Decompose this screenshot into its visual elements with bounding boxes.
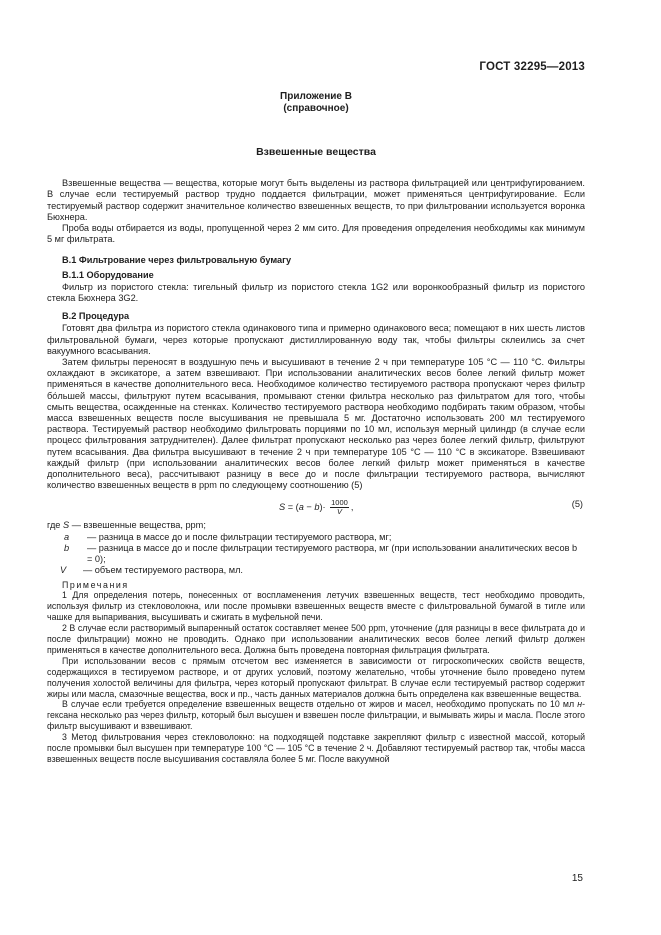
formula-a: a [298, 502, 304, 513]
formula-minus: − [306, 502, 312, 513]
variable-row-s [47, 520, 585, 531]
note-2: 2 В случае если растворимый выпаренный остаток составляет менее 500 ppm, уточнение (для разницы в весе фильтрата до и после фильтрации) можно не проводить. Однако при использовании аналитических весов более легкий фильтр должен применяться в качестве дополнительного веса. Должна быть проведена повторная фильтрация фильтрата. [47, 623, 585, 655]
page-number: 15 [571, 873, 583, 884]
section-b11-title: В.1.1 Оборудование [62, 269, 154, 280]
page-content [47, 91, 585, 765]
section-b2-paragraph-2: Затем фильтры переносят в воздушную печь и высушивают в течение 2 ч при температуре 105 °С — 110 °С. Фильтры охлаждают в эксикаторе, а затем взвешивают. При использовании аналитических весов более легкий фильтр может применяться в качестве дополнительного веса. Необходимое количество тестируемого раствора пропускают через фильтр бо́льшей массы, фильтруют путем всасывания, промывают стенки фильтра несколько раз фильтратом для того, чтобы смыть вещества, осажденные на стенках. Количество тестируемого раствора необходимо подбирать таким образом, чтобы масса взвешенных веществ после высушивания не превышала 5 мг. Достаточно использовать 200 мл тестируемого раствора. Тестируемый раствор необходимо фильтровать порциями по 10 мл, используя мерный цилиндр (в случае если процесс фильтрования затруднителен). Далее фильтрат пропускают несколько раз через более легкий фильтр, фильтруют путем всасывания. Два фильтра высушивают в течение 2 ч при температуре 105 °С — 110 °С в эксикаторе. Взвешивают каждый фильтр (при использовании аналитических весов более легкий фильтр может применяться в качестве дополнительного веса), рассчитывают разницу в весе до и после фильтрации тестируемого раствора, вычисляют количество взвешенных веществ в ppm по следующему соотношению (5) [47, 357, 585, 491]
notes-title: Примечания [62, 579, 129, 590]
formula-expression [279, 499, 353, 516]
note-2-continuation: При использовании весов с прямым отсчетом вес изменяется в зависимости от гигроскопических свойств веществ, содержащихся в тестируемом растворе, и от других условий, поэтому желательно, чтобы уточнение было проведено путем получения холостой величины для фильтра, через который пропускают фильтрат. В случае если тестируемый раствор содержит жиры или масла, смазочные вещества, воск и пр., часть данных материалов должна быть определена как взвешенные вещества. [47, 655, 585, 699]
variable-row-v [47, 565, 585, 576]
formula-eq: = ( [287, 502, 299, 513]
variable-description: — взвешенные вещества, ppm; [71, 520, 206, 531]
note-3: 3 Метод фильтрования через стекловолокно: на подходящей подставке закрепляют фильтр с известной массой, который после промывки был высушен при температуре 100 °С — 105 °С в течение 2 ч. Добавляют тестируемый раствор так, чтобы масса взвешенных веществ после высушивания составляла более 5 мг. После вакуумной [47, 732, 585, 764]
variable-symbol: a [64, 531, 70, 542]
note-1: 1 Для определения потерь, понесенных от воспламенения летучих взвешенных веществ, тест необходимо проводить, используя фильтр из стекловолокна, или после промывки взвешенных веществ вместе с фильтровальной бумагой в тигле или чашке для выпаривания, высушивать и сжигать в муфельной печи. [47, 590, 585, 623]
formula-lhs: S [279, 502, 286, 513]
note-2-hexane-post: -гексана несколько раз через фильтр, который был высушен и взвешен после фильтрации, и вымывать жиры и масла. После этого фильтр высушивают и взвешивают. [47, 699, 585, 732]
formula-denominator: V [336, 507, 342, 517]
formula-5 [47, 493, 585, 517]
section-b1-title: В.1 Фильтрование через фильтровальную бумагу [62, 255, 292, 266]
document-code: ГОСТ 32295—2013 [479, 61, 585, 73]
variable-row-a [47, 532, 585, 543]
variables-list [47, 520, 585, 576]
section-b2-title: В.2 Процедура [62, 311, 130, 322]
formula-close: )· [319, 502, 326, 513]
variable-description: — объем тестируемого раствора, мл. [83, 565, 243, 576]
note-2-hexane [47, 699, 585, 732]
variable-symbol: b [64, 542, 70, 553]
section-b2-paragraph-1: Готовят два фильтра из пористого стекла одинакового типа и примерно одинакового веса; помещают в них шесть листов фильтровальной бумаги, через которые пропускают дистиллированную воду так, чтобы фильтры склеились за счет вакуумного всасывания. [47, 323, 585, 356]
note-2-hexane-pre: В случае если требуется определение взвешенных веществ отдельно от жиров и масел, необходимо пропускать по 10 мл [62, 699, 578, 710]
variable-description: — разница в массе до и после фильтрации тестируемого раствора, мг (при использовании аналитических весов b = 0); [87, 542, 578, 565]
intro-paragraph-2: Проба воды отбирается из воды, пропущенной через 2 мм сито. Для проведения определения необходимы как минимум 5 мг фильтрата. [47, 223, 585, 245]
appendix-status: (справочное) [283, 103, 349, 114]
formula-numerator: 1000 [331, 498, 348, 508]
section-b11-text: Фильтр из пористого стекла: тигельный фильтр из пористого стекла 1G2 или воронкообразный фильтр из пористого стекла Бюхнера 3G2. [47, 281, 585, 304]
where-intro: где [47, 520, 61, 531]
intro-paragraph-1: Взвешенные вещества — вещества, которые могут быть выделены из раствора фильтрацией или центрифугированием. В случае если тестируемый раствор трудно поддается фильтрации, может применяться центрифугирование. Если тестируемый раствор содержит значительное количество взвешенных веществ, то при фильтровании используется воронка Бюхнера. [47, 178, 585, 222]
formula-fraction [330, 499, 349, 516]
appendix-title: Приложение В [280, 91, 352, 102]
variable-description: — разница в массе до и после фильтрации тестируемого раствора, мг; [87, 531, 392, 542]
formula-b: b [314, 502, 320, 513]
variable-symbol: V [60, 565, 67, 576]
formula-tail: , [350, 502, 354, 513]
variable-row-b [47, 543, 585, 565]
appendix-heading: Взвешенные вещества [256, 146, 376, 158]
note-2-hexane-italic: н [577, 699, 583, 710]
formula-number: (5) [571, 499, 583, 510]
variable-symbol: S [62, 520, 70, 531]
